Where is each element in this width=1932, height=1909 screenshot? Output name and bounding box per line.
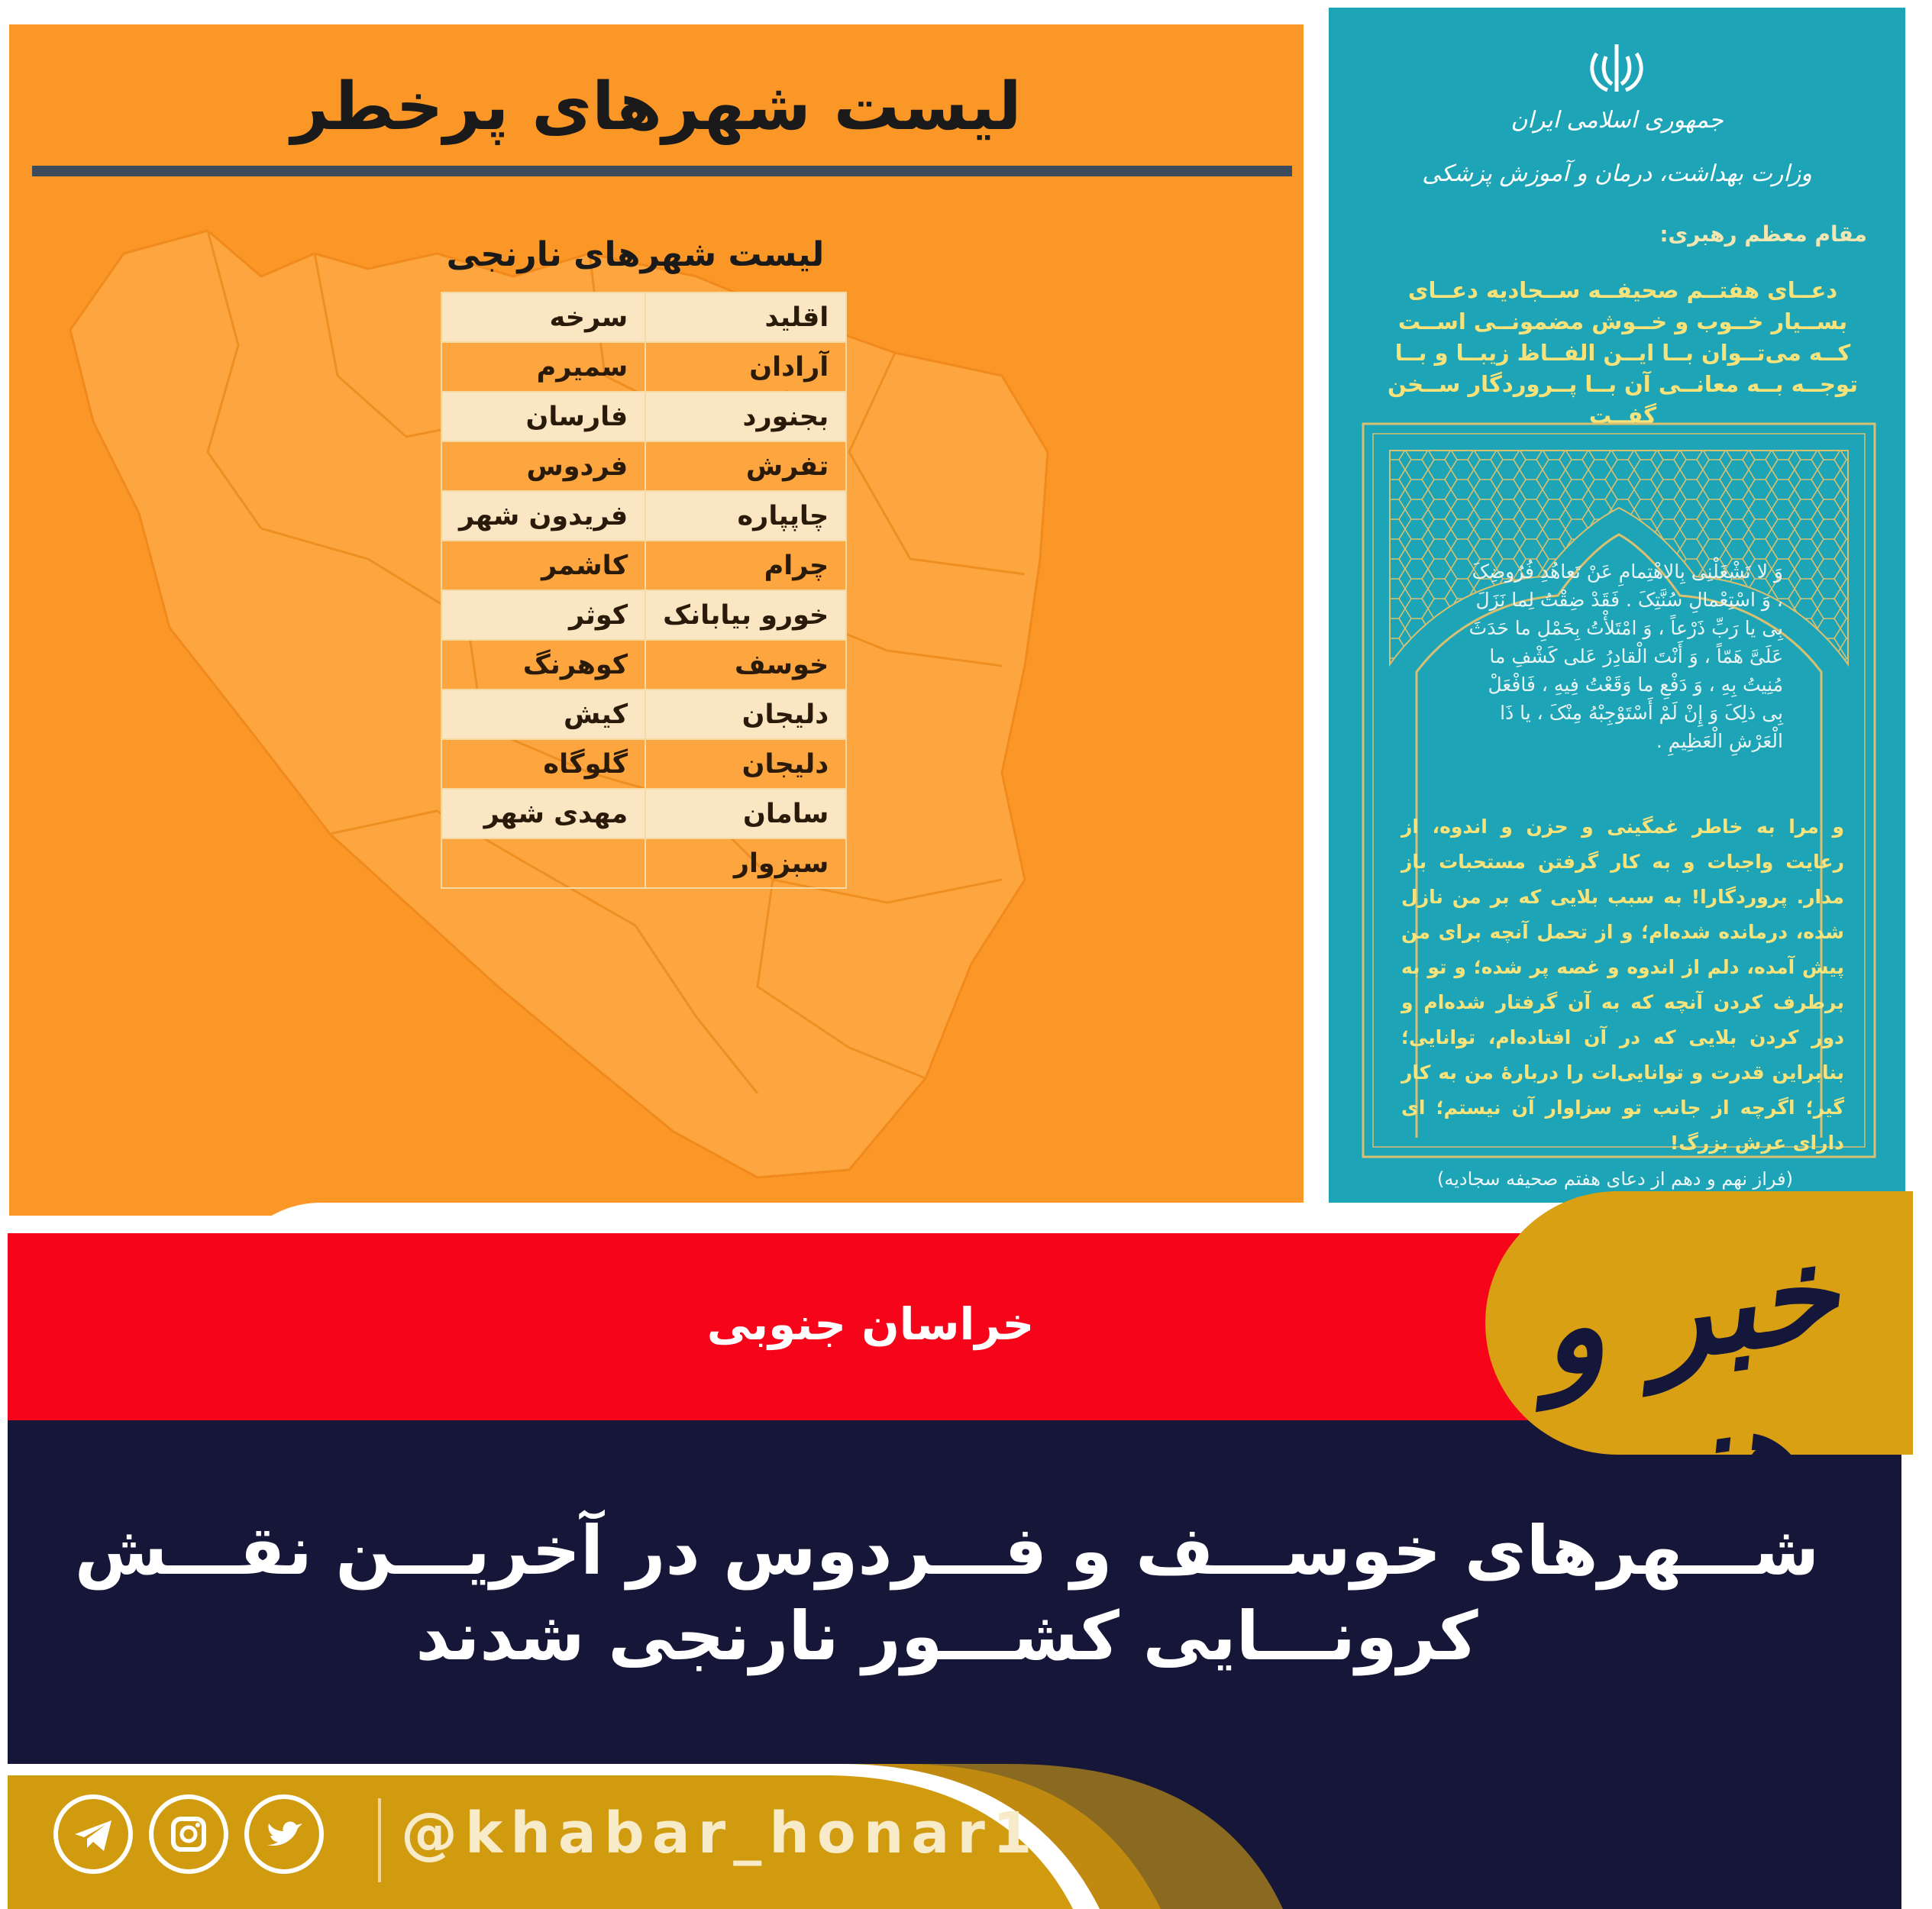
telegram-icon[interactable] — [53, 1794, 133, 1874]
city-cell: کوهرنگ — [441, 640, 645, 690]
city-cell: فارسان — [441, 392, 645, 441]
city-cell: کوثر — [441, 590, 645, 640]
orange-cities-table — [441, 292, 847, 889]
city-cell: فردوس — [441, 441, 645, 491]
table-row — [441, 392, 846, 441]
gov-name: جمهوری اسلامی ایران — [1510, 107, 1724, 134]
table-row — [441, 640, 846, 690]
city-cell: سبزوار — [645, 838, 846, 888]
iran-emblem-icon — [1586, 37, 1647, 98]
city-cell — [441, 838, 645, 888]
table-row — [441, 541, 846, 590]
arabic-prayer-text: وَ لا تَشْغَلْنِی بِالاهْتِمامِ عَنْ تَعاهُدِ فُرُوضِکَ ، وَ اسْتِعْمالِ سُنَّتِکَ . فَقَدْ ضِقْتُ لِما نَزَلَ بِی یا رَبِّ ذَرْعاً ، وَ امْتَلأْتُ بِحَمْلِ ما حَدَثَ عَلَیَّ هَمّاً ، وَ أَنْتَ الْقادِرُ عَلی کَشْفِ ما مُنِیتُ بِهِ ، وَ دَفْعِ ما وَقَعْتُ فِیهِ ، فَافْعَلْ بِی ذلِکَ وَ إِنْ لَمْ أَسْتَوْجِبْهُ مِنْکَ ، یا ذَا الْعَرْشِ الْعَظِیمِ . — [1468, 560, 1783, 752]
city-cell: گلوگاه — [441, 739, 645, 789]
city-cell: چرام — [645, 541, 846, 590]
persian-translation-text: و مرا به خاطر غمگینی و حزن و اندوه، از رعایت واجبات و به کار گرفتن مستحبات باز مدار. پروردگارا! به سبب بلایی که بر من نازل شده، درمانده شده‌ام؛ و از تحمل آنچه برای من پیش آمده، دلم از اندوه و غصه پر شده؛ و تو به برطرف کردن آنچه که به آن گرفتار شده‌ام و دور کردن بلایی که در آن افتاده‌ام، توانایی؛ بنابراین قدرت و توانایی‌ات را دربارهٔ من به کار گیر؛ اگرچه از جانب تو سزاوار آن نیستم؛ ای دارای عرش بزرگ! — [1401, 816, 1844, 1154]
city-cell: بجنورد — [645, 392, 846, 441]
source-citation: (فراز نهم و دهم از دعای هفتم صحیفه سجادیه) — [1437, 1168, 1793, 1190]
brand-logo — [1485, 1191, 1913, 1549]
twitter-icon[interactable] — [244, 1794, 324, 1874]
city-cell: آرادان — [645, 342, 846, 392]
brand-logo-text: خبر و هنر — [1530, 1216, 1847, 1549]
table-row — [441, 491, 846, 541]
table-row — [441, 342, 846, 392]
title-divider — [32, 166, 1292, 176]
region-label: خراسان جنوبی — [706, 1298, 1035, 1350]
city-cell: فریدون شهر — [441, 491, 645, 541]
table-title: لیست شهرهای نارنجی — [446, 235, 825, 274]
city-cell: دلیجان — [645, 690, 846, 739]
orange-map-panel — [9, 24, 1304, 1216]
city-cell: سامان — [645, 789, 846, 838]
table-row — [441, 292, 846, 342]
city-cell: چاپپاره — [645, 491, 846, 541]
news-headline: شـــهرهای خوســـف و فـــردوس در آخریـــن نقـــش کرونـــایی کشـــور نارنجی شدند — [74, 1511, 1820, 1675]
city-cell: کاشمر — [441, 541, 645, 590]
leader-label: مقام معظم رهبری: — [1659, 221, 1867, 247]
city-cell: کیش — [441, 690, 645, 739]
table-row — [441, 739, 846, 789]
table-row — [441, 838, 846, 888]
city-cell: سمیرم — [441, 342, 645, 392]
city-cell: سرخه — [441, 292, 645, 342]
ministry-name: وزارت بهداشت، درمان و آموزش پزشکی — [1422, 160, 1812, 187]
city-cell: تفرش — [645, 441, 846, 491]
page-title: لیست شهرهای پرخطر — [291, 69, 1022, 145]
city-cell: خوسف — [645, 640, 846, 690]
city-cell: خورو بیابانک — [645, 590, 846, 640]
table-row — [441, 590, 846, 640]
ministry-panel — [1329, 8, 1905, 1222]
intro-text: دعــای هفتــم صحیفــه ســجادیه دعــای بســیار خــوب و خــوش مضمونــی اســت کــه می‌تــوان بــا ایــن الفــاظ زیبــا و بــا توجــه بــه معانــی آن بــا پــروردگار ســخن گفــت — [1388, 277, 1858, 428]
table-row — [441, 441, 846, 491]
city-cell: مهدی شهر — [441, 789, 645, 838]
footer-separator — [378, 1798, 381, 1882]
table-row — [441, 690, 846, 739]
table-row — [441, 789, 846, 838]
city-cell: اقلید — [645, 292, 846, 342]
city-cell: دلیجان — [645, 739, 846, 789]
instagram-icon[interactable] — [149, 1794, 228, 1874]
social-handle[interactable]: @khabar_honar1 — [401, 1801, 1040, 1866]
